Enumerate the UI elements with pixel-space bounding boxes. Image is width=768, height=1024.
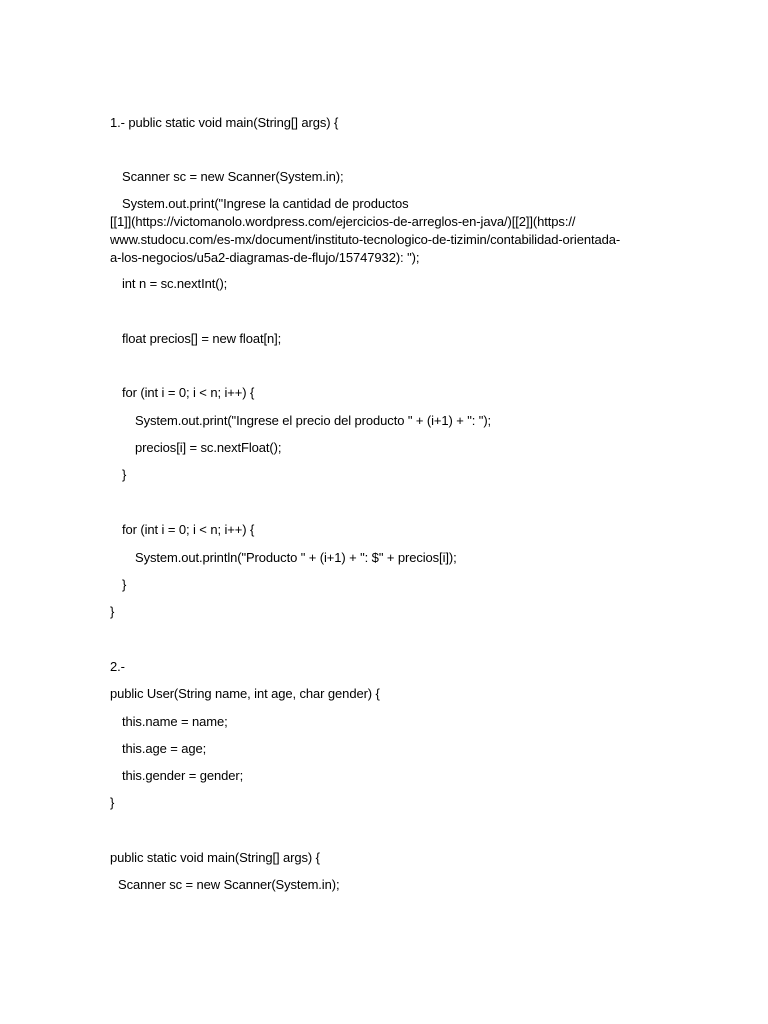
code-line-int-n: int n = sc.nextInt(); [122, 276, 228, 291]
code-line-for2-print: System.out.println("Producto " + (i+1) + ": $" + precios[i]); [135, 550, 457, 565]
code-line-for2-open: for (int i = 0; i < n; i++) { [122, 522, 255, 537]
print-prompt-part-4: a-los-negocios/u5a2-diagramas-de-flujo/15747932): "); [110, 250, 420, 265]
code-line-float-array: float precios[] = new float[n]; [122, 331, 282, 346]
code-line-constructor-signature: public User(String name, int age, char gender) { [110, 686, 380, 701]
print-prompt-part-2: [[1]](https://victomanolo.wordpress.com/ejercicios-de-arreglos-en-java/)[[2]](https:// [110, 214, 576, 229]
code-line-constructor-close: } [110, 795, 115, 810]
code-line-assign-name: this.name = name; [122, 714, 228, 729]
exercise-2-label: 2.- [110, 659, 125, 674]
code-line-for1-assign: precios[i] = sc.nextFloat(); [135, 440, 282, 455]
code-line-for1-close: } [122, 467, 127, 482]
code-line-assign-gender: this.gender = gender; [122, 768, 244, 783]
print-prompt-part-1: System.out.print("Ingrese la cantidad de productos [122, 196, 409, 211]
code-line-assign-age: this.age = age; [122, 741, 207, 756]
code-line-for2-close: } [122, 577, 127, 592]
code-line-scanner-1: Scanner sc = new Scanner(System.in); [122, 169, 344, 184]
code-line-print-prompt [110, 195, 670, 267]
code-line-for1-print: System.out.print("Ingrese el precio del producto " + (i+1) + ": "); [135, 413, 492, 428]
print-prompt-part-3: www.studocu.com/es-mx/document/instituto-tecnologico-de-tizimin/contabilidad-orientada- [110, 232, 621, 247]
code-line-for1-open: for (int i = 0; i < n; i++) { [122, 385, 255, 400]
code-line-main-signature-2: public static void main(String[] args) { [110, 850, 320, 865]
code-line-main-signature-1: 1.- public static void main(String[] args) { [110, 115, 339, 130]
code-line-scanner-2: Scanner sc = new Scanner(System.in); [118, 877, 340, 892]
code-line-main-close-1: } [110, 604, 115, 619]
